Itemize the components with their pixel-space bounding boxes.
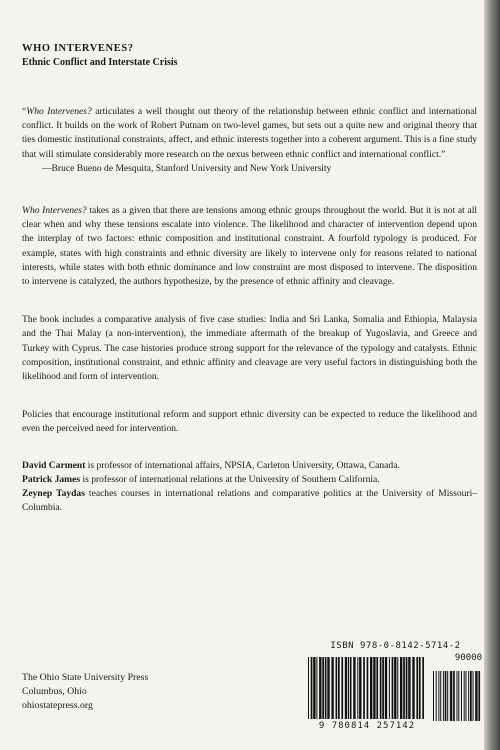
barcode-bar xyxy=(397,657,398,719)
barcode-bar xyxy=(308,657,309,719)
ean-barcode xyxy=(307,657,427,721)
author-bio-text: teaches courses in international relations and comparative politics at the University of Missouri–Columbia. xyxy=(22,488,477,514)
barcode-bar xyxy=(412,657,414,719)
description-paragraph-3: Policies that encourage institutional reform and support ethnic diversity can be expected to reduce the likelihood and even the perceived need for intervention. xyxy=(22,409,477,435)
barcode-bar xyxy=(447,671,448,721)
barcode-bar xyxy=(348,657,349,719)
barcode-bar xyxy=(389,657,390,719)
price-code: 90000 xyxy=(454,653,482,663)
quote-attribution: —Bruce Bueno de Mesquita, Stanford University and New York University xyxy=(42,162,332,174)
barcode-bar xyxy=(322,657,324,719)
author-bio-1 xyxy=(22,459,477,473)
barcode-bar xyxy=(363,657,365,719)
barcode-bar xyxy=(466,671,467,721)
publisher-block xyxy=(22,671,148,713)
barcode-bar xyxy=(367,657,369,719)
barcode-bar xyxy=(436,671,437,721)
barcode-bar xyxy=(313,657,315,719)
barcode-bar xyxy=(394,657,396,719)
barcode-bar xyxy=(433,671,434,721)
author-name: David Carment xyxy=(22,459,86,471)
barcode-bar xyxy=(327,657,329,719)
barcode-bar xyxy=(345,657,347,719)
barcode-bar xyxy=(475,671,477,721)
barcode-bar xyxy=(461,671,462,721)
barcode-bar xyxy=(336,657,338,719)
barcode-bar xyxy=(380,657,382,719)
barcode-bar xyxy=(353,657,355,719)
barcode-bar xyxy=(311,657,313,719)
barcode-bar xyxy=(316,657,317,719)
barcode-bar xyxy=(357,657,358,719)
endorsement-quote xyxy=(22,105,477,162)
publisher-website: ohiostatepress.org xyxy=(22,700,93,711)
barcode-bar xyxy=(350,657,352,719)
barcode-bar xyxy=(338,657,340,719)
author-name: Zeynep Taydas xyxy=(22,488,85,500)
barcode-bar xyxy=(341,657,343,719)
barcode-bar xyxy=(406,657,408,719)
price-barcode xyxy=(432,663,482,721)
book-subtitle: Ethnic Conflict and Interstate Crisis xyxy=(22,57,178,68)
barcode-bar xyxy=(416,657,418,719)
description-book-title: Who Intervenes? xyxy=(22,205,87,217)
barcode-bar xyxy=(359,657,361,719)
description-paragraph-1 xyxy=(22,204,477,289)
barcode-bar xyxy=(458,671,459,721)
barcode-bar xyxy=(438,671,439,721)
barcode-bar xyxy=(457,671,458,721)
book-title: WHO INTERVENES? xyxy=(22,43,134,54)
barcode-bar xyxy=(408,657,410,719)
barcode-bar xyxy=(385,657,387,719)
cover-text xyxy=(22,105,477,515)
barcode-bar xyxy=(382,657,384,719)
barcode-block xyxy=(307,641,484,739)
barcode-bar xyxy=(325,657,327,719)
isbn-label: ISBN 978-0-8142-5714-2 xyxy=(330,641,461,651)
barcode-bar xyxy=(376,657,378,719)
publisher-name: The Ohio State University Press xyxy=(22,672,149,683)
barcode-bar xyxy=(473,671,474,721)
author-bio-3 xyxy=(22,487,477,515)
barcode-bar xyxy=(422,657,424,719)
barcode-bar xyxy=(400,657,402,719)
description-p1-text: takes as a given that there are tensions among ethnic groups throughout the world. But it is not at all clear when and why these tensions escalate into violence. The likelihood and character of intervention depend upon the interplay of two factors: ethnic composition and institutional constraint. A fourfold typology is produced. For example, states with high constraints and ethnic diversity are likely to intervene only for reasons related to national interests, while states with both ethnic dominance and low constraint are most disposed to intervene. The disposition to intervene is catalyzed, the authors hypothesize, by the presence of ethnic affinity and cleavage. xyxy=(22,205,477,288)
barcode-bar xyxy=(470,671,472,721)
barcode-bar xyxy=(440,671,441,721)
barcode-bar xyxy=(443,671,444,721)
description-paragraph-2: The book includes a comparative analysis of five case studies: India and Sri Lanka, Somalia and Ethiopia, Malaysia and the Thai Malay (a non-intervention), the immediate aftermath of the breakup of Yugoslavia, and Greece and Turkey with Cyprus. The case histories produce strong support for the relevance of the typology and catalysts. Ethnic composition, institutional constraint, and ethnic affinity and cleavage are very useful factors in distinguishing both the likelihood and form of intervention. xyxy=(22,314,477,383)
barcode-bar xyxy=(373,657,375,719)
author-name: Patrick James xyxy=(22,473,81,485)
author-bio-text: is professor of international relations at the University of Southern California. xyxy=(80,473,380,485)
barcode-bar xyxy=(419,657,421,719)
author-bio-text: is professor of international affairs, NPSIA, Carleton University, Ottawa, Canada. xyxy=(85,459,400,471)
barcode-bar xyxy=(468,671,469,721)
barcode-bar xyxy=(370,657,372,719)
barcode-bar xyxy=(478,671,480,721)
barcode-bar xyxy=(450,671,452,721)
spine-edge xyxy=(484,0,500,750)
header xyxy=(22,43,178,68)
quote-open-mark: “ xyxy=(22,106,27,117)
barcode-bar xyxy=(453,671,455,721)
barcode-bar xyxy=(392,657,394,719)
quote-text: articulates a well thought out theory of the relationship between ethnic conflict and international conflict. It builds on the work of Robert Putnam on two-level games, but sets out a quite new and original theory that ties domestic institutional constraints, affect, and ethnic interests together into a coherent argument. This is a fine study that will stimulate considerably more research on the nexus between ethnic conflict and international conflict.” xyxy=(22,106,478,160)
author-bio-2 xyxy=(22,473,477,487)
barcode-bar xyxy=(403,657,405,719)
ean-digits: 9 780814 257142 xyxy=(318,721,416,731)
barcode-bar xyxy=(319,657,321,719)
barcode-bar xyxy=(445,671,447,721)
publisher-city: Columbus, Ohio xyxy=(22,686,87,697)
quote-book-title: Who Intervenes? xyxy=(26,106,92,117)
barcode-bar xyxy=(331,657,333,719)
barcode-bar xyxy=(464,671,465,721)
